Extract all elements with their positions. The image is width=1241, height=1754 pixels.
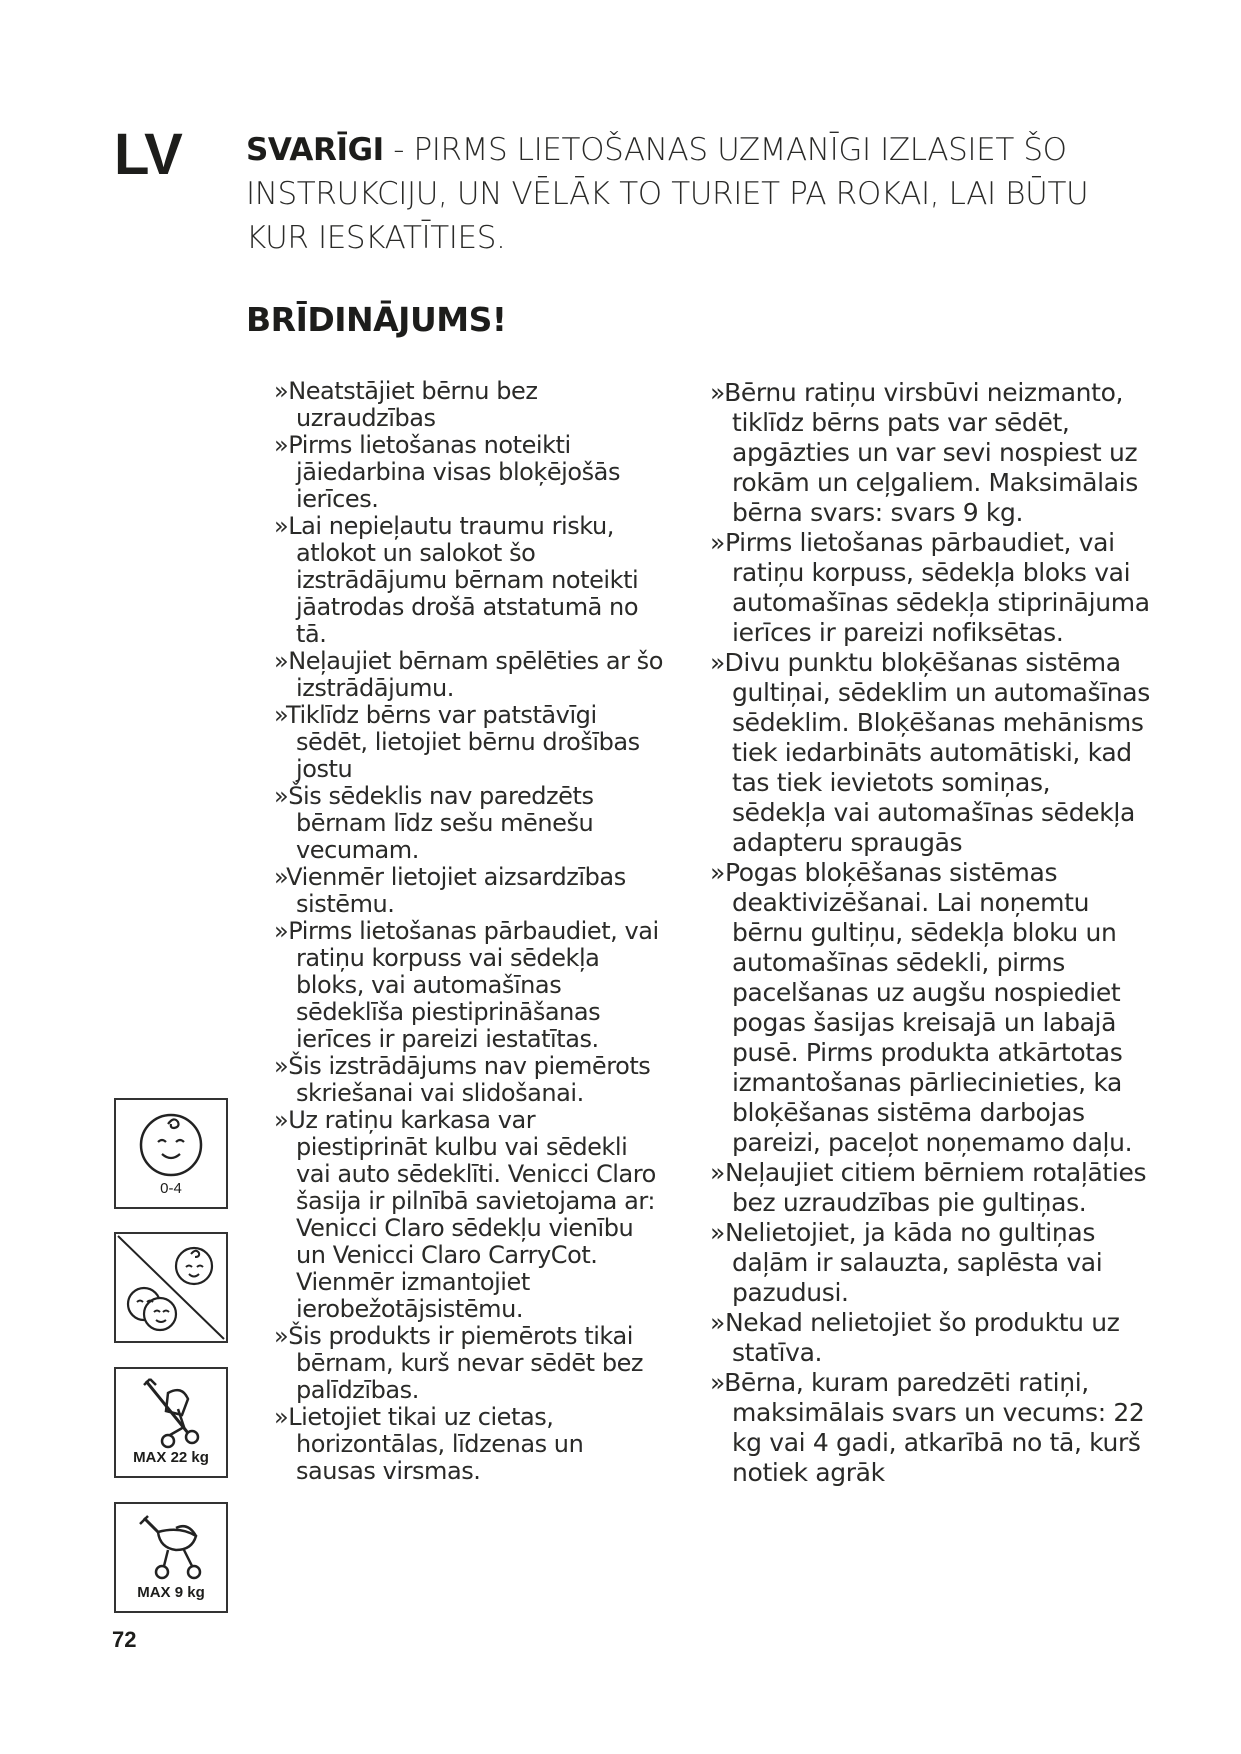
warning-item: » Bērnu ratiņu virsbūvi neizmanto, tiklīdz bērns pats var sēdēt, apgāzties un var sevi nospiest uz rokām un ceļgaliem. Maksimālais bērna svars: svars 9 kg. [710,378,1150,528]
warning-item: » Lietojiet tikai uz cietas, horizontālas, līdzenas un sausas virsmas. [274,1404,664,1485]
language-code: LV [114,122,182,187]
warning-item: » Lai nepieļautu traumu risku, atlokot un salokot šo izstrādājumu bērnam noteikti jāatrodas drošā atstatumā no tā. [274,513,664,648]
warning-item: » Pirms lietošanas noteikti jāiedarbina visas bloķējošās ierīces. [274,432,664,513]
important-intro [246,128,1146,260]
warning-item: » Šis sēdeklis nav paredzēts bērnam līdz sešu mēnešu vecumam. [274,783,664,864]
warnings-left-column [274,378,664,1485]
age-label: 0-4 [160,1180,182,1197]
warning-item: » Neatstājiet bērnu bez uzraudzības [274,378,664,432]
warning-item: » Pogas bloķēšanas sistēmas deaktivizēšanai. Lai noņemtu bērnu gultiņu, sēdekļa bloku un automašīnas sēdekli, pirms pacelšanas uz augšu nospiediet pogas šasijas kreisajā un labajā pusē. Pirms produkta atkārtotas izmantošanas pārliecinieties, ka bloķēšanas sistēma darbojas pareizi, paceļot noņemamo daļu. [710,858,1150,1158]
warning-item: » Šis izstrādājums nav piemērots skriešanai vai slidošanai. [274,1053,664,1107]
warning-item: » Nelietojiet, ja kāda no gultiņas daļām ir salauzta, saplēsta vai pazudusi. [710,1218,1150,1308]
warnings-right-column [710,378,1150,1488]
max9-label: MAX 9 kg [137,1584,205,1601]
warning-title: BRĪDINĀJUMS! [246,300,507,339]
intro-text: - PIRMS LIETOŠANAS UZMANĪGI IZLASIET ŠO INSTRUKCIJU, UN VĒLĀK TO TURIET PA ROKAI, LAI BŪTU KUR IESKATĪTIES. [246,132,1089,256]
warning-item: » Neļaujiet bērnam spēlēties ar šo izstrādājumu. [274,648,664,702]
no-two-children-icon [116,1234,226,1341]
warning-item: » Pirms lietošanas pārbaudiet, vai ratiņu korpuss vai sēdekļa bloks, vai automašīnas sēdeklīša piestiprināšanas ierīces ir pareizi iestatītas. [274,918,664,1053]
warning-item: » Vienmēr lietojiet aizsardzības sistēmu. [274,864,664,918]
page-number: 72 [112,1627,137,1652]
no-twins-icon-box [114,1232,228,1343]
max9-icon-box [114,1502,228,1613]
age-icon-box [114,1098,228,1209]
warning-item: » Bērna, kuram paredzēti ratiņi, maksimālais svars un vecums: 22 kg vai 4 gadi, atkarībā no tā, kurš notiek agrāk [710,1368,1150,1488]
max22-label: MAX 22 kg [133,1449,209,1466]
warning-item: » Nekad nelietojiet šo produktu uz statīva. [710,1308,1150,1368]
warning-item: » Tiklīdz bērns var patstāvīgi sēdēt, lietojiet bērnu drošības jostu [274,702,664,783]
warning-item: » Uz ratiņu karkasa var piestiprināt kulbu vai sēdekli vai auto sēdeklīti. Venicci Claro šasija ir pilnībā savietojama ar: Venicci Claro sēdekļu vienību un Venicci Claro CarryCot. Vienmēr izmantojiet ierobežotājsistēmu. [274,1107,664,1323]
intro-lead: SVARĪGI [246,132,384,168]
warning-item: » Pirms lietošanas pārbaudiet, vai ratiņu korpuss, sēdekļa bloks vai automašīnas sēdekļa stiprinājuma ierīces ir pareizi nofiksētas. [710,528,1150,648]
warning-item: » Divu punktu bloķēšanas sistēma gultiņai, sēdeklim un automašīnas sēdeklim. Bloķēšanas mehānisms tiek iedarbināts automātiski, kad tas tiek ievietots somiņas, sēdekļa vai automašīnas sēdekļa adapteru spraugās [710,648,1150,858]
warning-item: » Neļaujiet citiem bērniem rotaļāties bez uzraudzības pie gultiņas. [710,1158,1150,1218]
max22-icon-box [114,1367,228,1478]
warning-item: » Šis produkts ir piemērots tikai bērnam, kurš nevar sēdēt bez palīdzības. [274,1323,664,1404]
